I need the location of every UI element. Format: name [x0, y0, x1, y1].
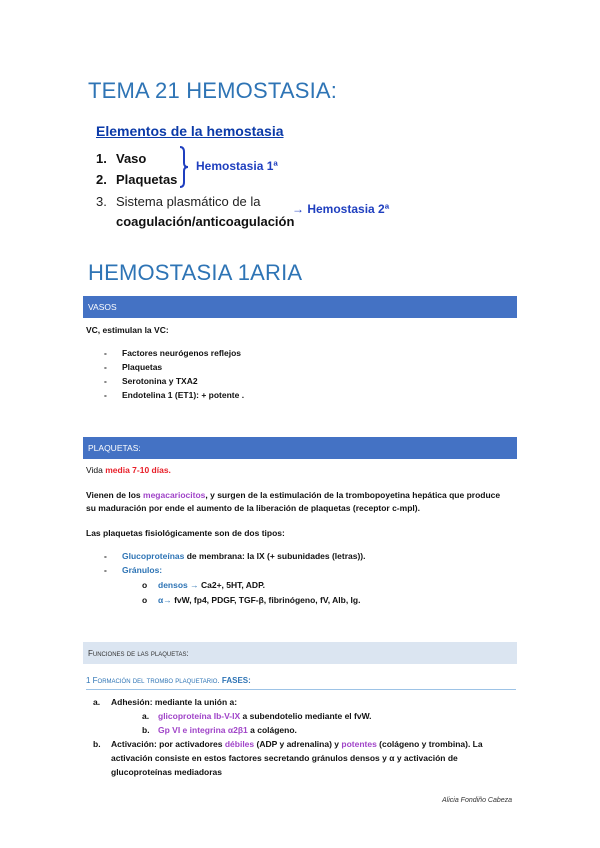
element-item-number: 1.	[96, 151, 107, 166]
plaquetas-bar-label: PLAQUETAS:	[88, 443, 141, 453]
fase-activacion-line2: activación consiste en estos factores secretando gránulos densos y α y activación de	[111, 753, 458, 763]
vasos-section-bar	[83, 296, 517, 318]
element-item-sistema-line2: coagulación/anticoagulación	[116, 214, 295, 229]
bracket-icon	[178, 146, 190, 188]
element-item-number: 2.	[96, 172, 107, 187]
subsection-divider	[86, 689, 516, 690]
section-title: HEMOSTASIA 1ARIA	[88, 260, 303, 285]
funciones-section-bar	[83, 642, 517, 664]
plaquetas-paragraph-origin-line2: su maduración por ende el aumento de la liberación de plaquetas (receptor c-mpl).	[86, 503, 420, 513]
list-item: o α→ fvW, fp4, PDGF, TGF-β, fibrinógeno, fV, Alb, Ig.	[142, 595, 361, 605]
funciones-bar-label: Funciones de las plaquetas:	[88, 648, 189, 658]
page-title: TEMA 21 HEMOSTASIA:	[88, 78, 338, 103]
arrow-icon: →	[292, 202, 304, 216]
list-item: - Plaquetas	[104, 362, 163, 372]
element-item-sistema	[96, 194, 261, 209]
list-item: - Endotelina 1 (ET1): + potente .	[104, 390, 245, 400]
list-item: - Glucoproteínas de membrana: Ia IX (+ subunidades (letras)).	[104, 551, 366, 561]
list-item: - Serotonina y TXA2	[104, 376, 198, 386]
vasos-intro: VC, estimulan la VC:	[86, 325, 169, 335]
fase-activacion: b. Activación: por activadores débiles (ADP y adrenalina) y potentes (colágeno y trombina). La	[93, 739, 483, 749]
hemostasia-2-row	[292, 202, 389, 216]
plaquetas-section-bar	[83, 437, 517, 459]
element-item-label: Plaquetas	[116, 172, 178, 187]
list-item: - Factores neurógenos reflejos	[104, 348, 242, 358]
plaquetas-paragraph-origin: Vienen de los megacariocitos, y surgen de la estimulación de la trombopoyetina hepática que produce	[86, 490, 501, 500]
element-item-vaso	[96, 151, 146, 166]
list-item: o densos → Ca2+, 5HT, ADP.	[142, 580, 266, 590]
fase-adhesion: a. Adhesión: mediante la unión a:	[93, 697, 238, 707]
subsection-heading: 1 Formación del trombo plaquetario. FASES:	[86, 676, 251, 685]
element-item-plaquetas	[96, 172, 177, 187]
vasos-bar-label: VASOS	[88, 302, 117, 312]
elements-heading: Elementos de la hemostasia	[96, 123, 284, 139]
plaquetas-types-intro: Las plaquetas fisiológicamente son de dos tipos:	[86, 528, 285, 538]
hemostasia-2-label: Hemostasia 2ª	[307, 202, 390, 216]
element-item-label: Vaso	[116, 151, 147, 166]
element-item-label: Sistema plasmático de la	[116, 194, 261, 209]
author-footer: Alicia Fondiño Cabeza	[442, 797, 513, 804]
plaquetas-vida: Vida media 7-10 días.	[86, 465, 171, 475]
list-item: - Gránulos:	[104, 565, 163, 575]
fase-adhesion-item: a. glicoproteína Ib-V-IX a subendotelio mediante el fvW.	[142, 711, 372, 721]
hemostasia-1-label: Hemostasia 1ª	[196, 159, 278, 173]
element-item-number: 3.	[96, 194, 107, 209]
fase-activacion-line3: glucoproteínas mediadoras	[111, 767, 222, 777]
fase-adhesion-item: b. Gp VI e integrina α2β1 a colágeno.	[142, 725, 297, 735]
